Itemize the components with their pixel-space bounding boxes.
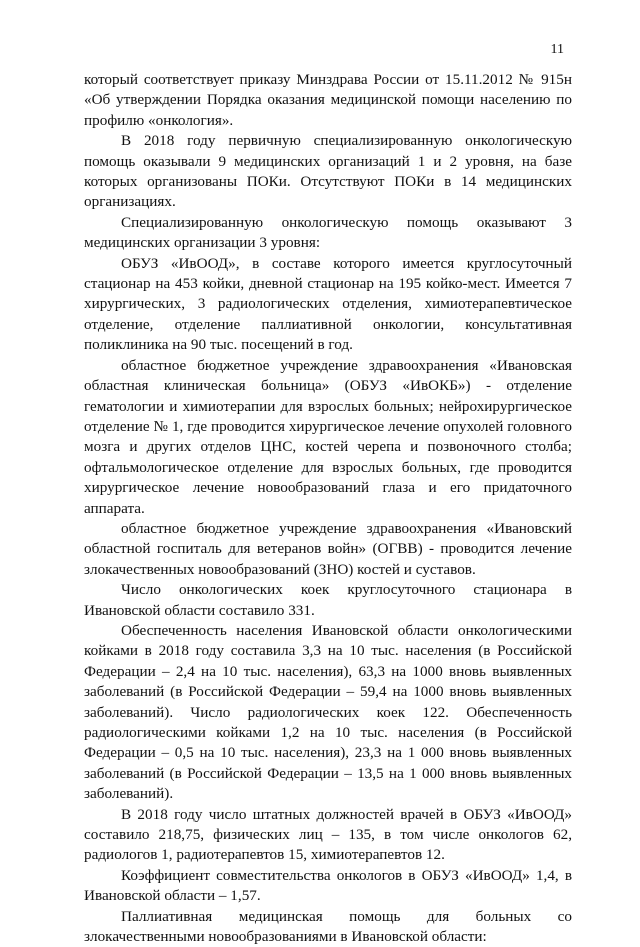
page-number: 11 bbox=[550, 42, 564, 57]
paragraph-bed-count: Число онкологических коек круглосуточного стационара в Ивановской области составило 331. bbox=[84, 581, 572, 619]
paragraph-ivood: ОБУЗ «ИвООД», в составе которого имеется круглосуточный стационар на 453 койки, дневной стационар на 195 койко-мест. Имеется 7 хирургических, 3 радиологических отделения, химиотерапевтическое отделение, отделение паллиативной онкологии, консультативная поликлиника на 90 тыс. посещений в год. bbox=[84, 254, 572, 354]
paragraph-primary-care: В 2018 году первичную специализированную онкологическую помощь оказывали 9 медицинских организаций 1 и 2 уровня, на базе которых организованы ПОКи. Отсутствуют ПОКи в 14 медицинских организациях. bbox=[84, 132, 572, 211]
paragraph-order-reference: который соответствует приказу Минздрава России от 15.11.2012 № 915н «Об утверждении Порядка оказания медицинской помощи населению по профилю «онкология». bbox=[84, 71, 572, 129]
document-body bbox=[84, 70, 572, 947]
paragraph-coefficient: Коэффициент совместительства онкологов в ОБУЗ «ИвООД» 1,4, в Ивановской области – 1,57. bbox=[84, 866, 572, 905]
paragraph-ivokb: областное бюджетное учреждение здравоохранения «Ивановская областная клиническая больница» (ОБУЗ «ИвОКБ») - отделение гематологии и химиотерапии для взрослых больных; нейрохирургическое отделение № 1, где проводится хирургическое лечение опухолей головного мозга и других отделов ЦНС, костей черепа и позвоночного столба; офтальмологическое отделение для взрослых больных, где проводится хирургическое лечение новообразований глаза и его придаточного аппарата. bbox=[84, 356, 572, 517]
paragraph-ogvv: областное бюджетное учреждение здравоохранения «Ивановский областной госпиталь для ветеранов войн» (ОГВВ) - проводится лечение злокачественных новообразований (ЗНО) костей и суставов. bbox=[84, 519, 572, 578]
paragraph-staffing: В 2018 году число штатных должностей врачей в ОБУЗ «ИвООД» составило 218,75, физических лиц – 135, в том числе онкологов 62, радиологов 1, радиотерапевтов 15, химиотерапевтов 12. bbox=[84, 805, 572, 864]
paragraph-specialized-care: Специализированную онкологическую помощь оказывают 3 медицинских организации 3 уровня: bbox=[84, 213, 572, 252]
paragraph-bed-provision: Обеспеченность населения Ивановской области онкологическими койками в 2018 году составила 3,3 на 10 тыс. населения (в Российской Федерации – 2,4 на 10 тыс. населения), 63,3 на 1000 вновь выявленных заболеваний (в Российской Федерации – 59,4 на 1000 вновь выявленных заболеваний). Число радиологических коек 122. Обеспеченность радиологическими койками 1,2 на 10 тыс. населения (в Российской Федерации – 0,5 на 10 тыс. населения), 23,3 на 1 000 вновь выявленных заболеваний (в Российской Федерации – 13,5 на 1 000 вновь выявленных заболеваний). bbox=[84, 621, 572, 803]
paragraph-palliative-care: Паллиативная медицинская помощь для больных со злокачественными новообразованиями в Ивановской области: bbox=[84, 907, 572, 946]
